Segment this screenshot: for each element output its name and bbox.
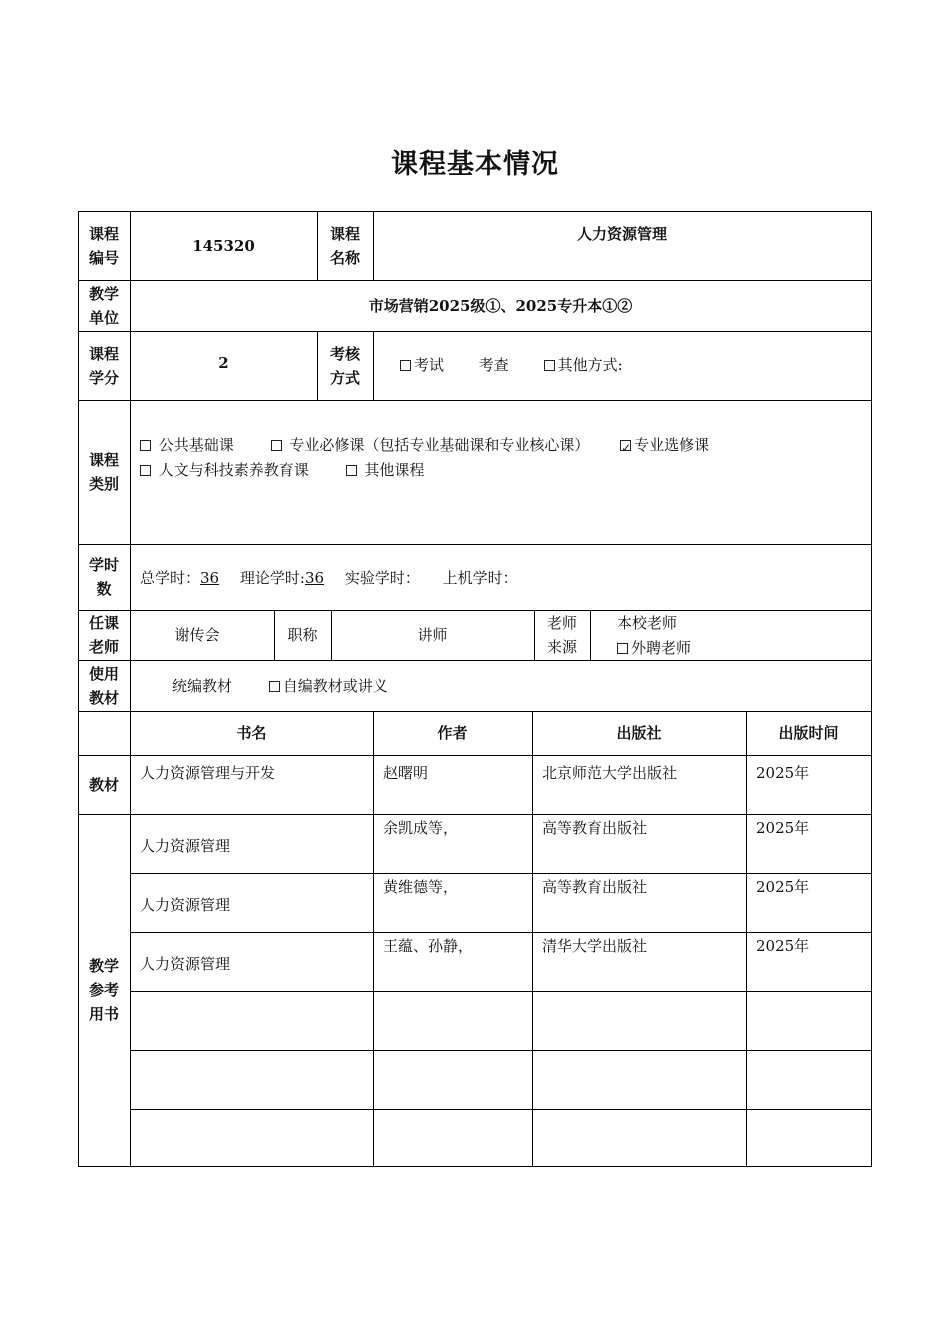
assessment-options [373,331,872,401]
reference-author: 余凯成等， [373,814,533,874]
course-code-label: 课程 编号 [78,211,131,281]
teacher-name: 谢传会 [130,610,275,661]
checkbox-icon[interactable] [346,465,357,476]
reference-year [746,1050,872,1110]
reference-publisher [532,1109,747,1167]
teaching-unit-value: 市场营销2025级①、2025专升本①② [130,280,872,332]
reference-title: 人力资源管理 [130,814,374,874]
source-external[interactable]: 外聘老师 [617,636,691,660]
reference-year: 2025年 [746,932,872,992]
reference-title: 人力资源管理 [130,932,374,992]
reference-author [373,991,533,1051]
header-author: 作者 [373,711,533,756]
source-options [590,610,872,661]
references-label: 教学 参考 用书 [78,814,131,1167]
checkbox-icon[interactable] [544,360,555,371]
textbook-type [130,660,872,712]
reference-author [373,1109,533,1167]
reference-title [130,991,374,1051]
textbook-title: 人力资源管理与开发 [130,755,374,815]
textbook-label: 教材 [78,755,131,815]
checkbox-icon[interactable] [140,440,151,451]
reference-year: 2025年 [746,814,872,874]
checkbox-icon[interactable] [140,465,151,476]
category-major-elective[interactable]: ✓ 专业选修课 [620,436,709,454]
checked-checkbox-icon[interactable] [620,440,631,451]
reference-author: 黄维德等， [373,873,533,933]
reference-year: 2025年 [746,873,872,933]
teaching-unit-label: 教学 单位 [78,280,131,332]
textbook-year: 2025年 [746,755,872,815]
credit-value: 2 [130,331,318,401]
reference-author: 王蕴、孙静， [373,932,533,992]
teacher-label: 任课 老师 [78,610,131,661]
category-other[interactable]: 其他课程 [346,461,425,479]
rank-value: 讲师 [331,610,535,661]
course-name-label: 课程 名称 [317,211,374,281]
reference-publisher: 高等教育出版社 [532,873,747,933]
reference-title [130,1050,374,1110]
category-major-required[interactable]: 专业必修课（包括专业基础课和专业核心课） [271,436,590,454]
hours-values: 总学时：36 理论学时:36 实验学时： 上机学时： [130,544,872,611]
checkbox-icon[interactable] [269,681,280,692]
rank-label: 职称 [274,610,332,661]
textbook-use-label: 使用 教材 [78,660,131,712]
total-hours: 36 [200,569,220,587]
reference-publisher [532,1050,747,1110]
theory-hours: 36 [304,569,325,587]
header-year: 出版时间 [746,711,872,756]
textbook-author: 赵曙明 [373,755,533,815]
reference-title [130,1109,374,1167]
textbook-publisher: 北京师范大学出版社 [532,755,747,815]
category-humanities[interactable]: 人文与科技素养教育课 [140,461,309,479]
source-label: 老师 来源 [534,610,591,661]
assessment-option-check[interactable]: 考查 [478,356,509,374]
textbook-unified[interactable]: 统编教材 [172,677,233,695]
reference-title: 人力资源管理 [130,873,374,933]
reference-publisher: 高等教育出版社 [532,814,747,874]
source-local[interactable]: 本校老师 [617,614,678,632]
assessment-label: 考核 方式 [317,331,374,401]
reference-publisher [532,991,747,1051]
category-options [130,400,872,545]
page-title: 课程基本情况 [391,149,559,180]
reference-publisher: 清华大学出版社 [532,932,747,992]
category-public-basic[interactable]: 公共基础课 [140,436,234,454]
checkbox-icon[interactable] [400,360,411,371]
assessment-option-exam[interactable]: 考试 [400,356,444,374]
reference-author [373,1050,533,1110]
reference-year [746,991,872,1051]
checkbox-icon[interactable] [617,643,628,654]
header-publisher: 出版社 [532,711,747,756]
header-blank [78,711,131,756]
reference-year [746,1109,872,1167]
hours-label: 学时 数 [78,544,131,611]
header-title: 书名 [130,711,374,756]
checkbox-icon[interactable] [271,440,282,451]
course-code-value: 145320 [130,211,318,281]
textbook-self[interactable]: 自编教材或讲义 [269,677,388,695]
category-label: 课程 类别 [78,400,131,545]
course-name-value: 人力资源管理 [373,211,872,281]
assessment-option-other[interactable]: 其他方式: [544,356,623,374]
credit-label: 课程 学分 [78,331,131,401]
